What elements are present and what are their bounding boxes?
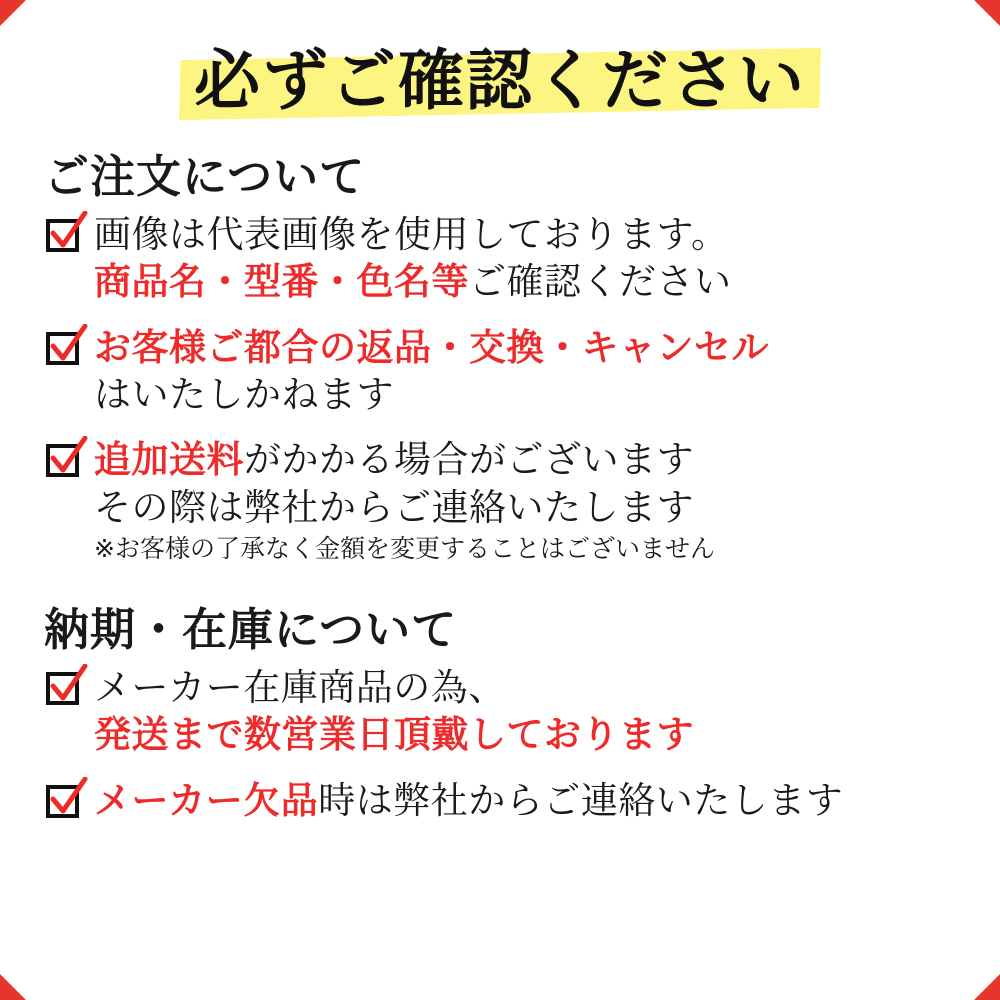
line-text: ご確認ください: [469, 260, 732, 304]
checklist-item: [46, 777, 960, 824]
line-text-emphasis: 追加送料: [94, 438, 244, 482]
check-mark-icon: [50, 436, 88, 478]
headline: [180, 42, 820, 122]
line-text: 発送まで数営業日頂戴しております: [94, 713, 694, 757]
item-line: [94, 258, 960, 305]
item-line: [94, 211, 960, 258]
checkbox-checked-icon: [46, 670, 86, 710]
item-line: [94, 484, 960, 531]
checklist-item: [46, 211, 960, 306]
checkbox-checked-icon: [46, 783, 86, 823]
item-line: [94, 711, 960, 758]
line-text-emphasis: メーカー欠品: [94, 778, 319, 822]
checklist-item-text: [94, 436, 960, 565]
item-line: [94, 436, 960, 483]
checklist-item-text: [94, 777, 960, 824]
item-line: [94, 324, 960, 371]
item-line: [94, 371, 960, 418]
checklist-item-text: [94, 211, 960, 306]
line-text: その際は弊社からご連絡いたします: [94, 485, 694, 529]
checklist-item-text: [94, 664, 960, 759]
section-title: 納期・在庫について: [44, 603, 458, 657]
corner-accent-bottom-right: [974, 974, 1000, 1000]
line-text: お客様ご都合の返品・交換・キャンセル: [94, 325, 769, 369]
checklist-item-text: [94, 324, 960, 419]
item-line: [94, 777, 960, 824]
line-text: 画像は代表画像を使用しております。: [94, 212, 729, 256]
corner-accent-top-right: [974, 0, 1000, 26]
line-text: ※お客様の了承なく金額を変更することはございません: [94, 534, 715, 564]
section-title: ご注文について: [44, 149, 366, 203]
line-text: メーカー在庫商品の為、: [94, 666, 506, 710]
sections-container: [40, 140, 960, 824]
check-mark-icon: [50, 664, 88, 706]
item-note-line: [94, 533, 960, 565]
item-line: [94, 664, 960, 711]
line-text-emphasis: 商品名・型番・色名等: [94, 260, 469, 304]
checkbox-checked-icon: [46, 217, 86, 257]
checklist-item: [46, 324, 960, 419]
line-text: はいたしかねます: [94, 372, 394, 416]
checklist-item: [46, 664, 960, 759]
headline-text: 必ずご確認ください: [194, 42, 806, 119]
line-text: 時は弊社からご連絡いたします: [318, 778, 844, 822]
line-text: がかかる場合がございます: [244, 438, 694, 482]
checklist-item: [46, 436, 960, 565]
check-mark-icon: [50, 777, 88, 819]
check-mark-icon: [50, 211, 88, 253]
checkbox-checked-icon: [46, 330, 86, 370]
corner-accent-bottom-left: [0, 974, 26, 1000]
corner-accent-top-left: [0, 0, 26, 26]
check-mark-icon: [50, 324, 88, 366]
headline-container: [40, 42, 960, 122]
checkbox-checked-icon: [46, 442, 86, 482]
